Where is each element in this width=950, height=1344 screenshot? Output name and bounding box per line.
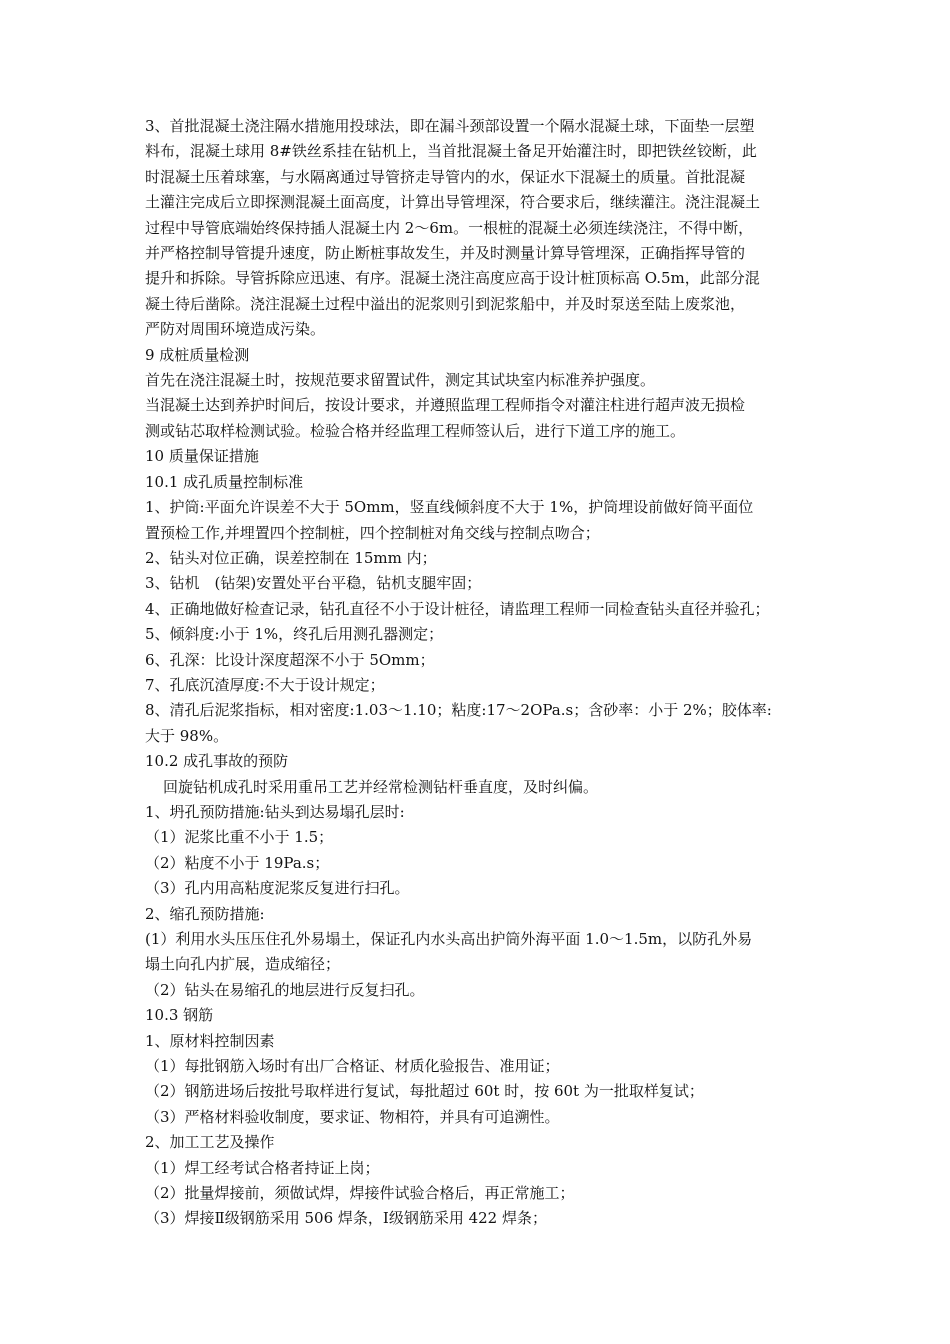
- list-item-line: 4、正确地做好检查记录，钻孔直径不小于设计桩径，请监理工程师一同检查钻头直径并验孔；: [145, 599, 770, 618]
- list-item-line: 7、孔底沉渣厚度:不大于设计规定；: [145, 675, 385, 694]
- paragraph-line: 回旋钻机成孔时采用重吊工艺并经常检测钻杆垂直度，及时纠偏。: [163, 777, 599, 796]
- list-item-line: （1）每批钢筋入场时有出厂合格证、材质化验报告、准用证；: [145, 1057, 560, 1076]
- paragraph-line: 并严格控制导管提升速度，防止断桩事故发生，并及时测量计算导管埋深，正确指挥导管的: [145, 244, 746, 263]
- paragraph-line: 土灌注完成后立即探测混凝土面高度，计算出导管埋深，符合要求后，继续灌注。浇注混凝土: [145, 193, 761, 212]
- paragraph-line: 严防对周围环境造成污染。: [145, 320, 326, 339]
- list-item-line: （2）粘度不小于 19Pa.s；: [145, 853, 330, 872]
- list-item-line: （2）批量焊接前，须做试焊，焊接件试验合格后，再正常施工；: [145, 1184, 575, 1203]
- list-item-line: 1、原材料控制因素: [145, 1031, 275, 1050]
- paragraph-line: 料布，混凝土球用 8#铁丝系挂在钻机上，当首批混凝土备足开始灌注时，即把铁丝铰断，此: [145, 142, 757, 161]
- list-item-line: 5、倾斜度:小于 1%，终孔后用测孔器测定；: [145, 625, 444, 644]
- paragraph-line: 提升和拆除。导管拆除应迅速、有序。混凝土浇注高度应高于设计桩顶标高 O.5m，此部分混: [145, 269, 760, 288]
- paragraph-line: 过程中导管底端始终保持插人混凝土内 2～6m。一根桩的混凝土必须连续浇注，不得中断，: [145, 218, 754, 237]
- paragraph-line: 当混凝土达到养护时间后，按设计要求，并遵照监理工程师指令对灌注柱进行超声波无损检: [145, 396, 746, 415]
- list-item-line: 3、钻机 (钻架)安置处平台平稳，钻机支腿牢固；: [145, 574, 482, 593]
- list-item-line: 1、坍孔预防措施:钻头到达易塌孔层时:: [145, 802, 405, 821]
- document-page: [145, 114, 812, 1232]
- list-item-line: （3）孔内用高粘度泥浆反复进行扫孔。: [145, 879, 410, 898]
- list-item-line: （1）泥浆比重不小于 1.5；: [145, 828, 334, 847]
- list-item-line: 6、孔深：比设计深度超深不小于 5Omm；: [145, 650, 435, 669]
- list-item-line: （2）钻头在易缩孔的地层进行反复扫孔。: [145, 980, 425, 999]
- paragraph-line: 测或钻芯取样检测试验。检验合格并经监理工程师签认后，进行下道工序的施工。: [145, 421, 686, 440]
- list-item-line: 2、加工工艺及操作: [145, 1133, 275, 1152]
- paragraph-line: 首先在浇注混凝土时，按规范要求留置试件，测定其试块室内标准养护强度。: [145, 371, 656, 390]
- section-heading: 10 质量保证措施: [145, 447, 259, 466]
- list-item-line: (1）利用水头压压住孔外易塌土，保证孔内水头高出护筒外海平面 1.0～1.5m，以防孔外易: [145, 930, 753, 948]
- list-item-line: 大于 98%。: [145, 726, 229, 745]
- list-item-line: 1、护筒:平面允许误差不大于 5Omm，竖直线倾斜度不大于 1%，护筒埋设前做好筒平面位: [145, 498, 754, 517]
- paragraph-line: 时混凝土压着球塞，与水隔离通过导管挤走导管内的水，保证水下混凝土的质量。首批混凝: [145, 167, 746, 186]
- list-item-line: 2、缩孔预防措施:: [145, 904, 265, 923]
- list-item-line: （1）焊工经考试合格者持证上岗；: [145, 1158, 380, 1177]
- paragraph-line: 3、首批混凝土浇注隔水措施用投球法，即在漏斗颈部设置一个隔水混凝土球，下面垫一层塑: [145, 117, 755, 135]
- section-heading: 9 成桩质量检测: [145, 345, 250, 364]
- list-item-line: 8、清孔后泥浆指标，相对密度:1.03～1.10；粘度:17～2OPa.s；含砂率：小于 2%；胶体率:: [145, 701, 772, 720]
- list-item-line: 塌土向孔内扩展，造成缩径；: [145, 955, 341, 974]
- list-item-line: （3）焊接Ⅱ级钢筋采用 506 焊条，Ⅰ级钢筋采用 422 焊条；: [145, 1209, 547, 1228]
- subsection-heading: 10.3 钢筋: [145, 1006, 214, 1025]
- list-item-line: 置预检工作,并埋置四个控制桩，四个控制桩对角交线与控制点吻合；: [145, 523, 600, 542]
- paragraph-line: 凝土待后凿除。浇注混凝土过程中溢出的泥浆则引到泥浆船中，并及时泵送至陆上废浆池，: [145, 294, 746, 313]
- subsection-heading: 10.1 成孔质量控制标准: [145, 472, 304, 491]
- list-item-line: 2、钻头对位正确，误差控制在 15mm 内；: [145, 548, 437, 567]
- subsection-heading: 10.2 成孔事故的预防: [145, 752, 289, 771]
- list-item-line: （2）钢筋进场后按批号取样进行复试，每批超过 60t 时，按 60t 为一批取样复试；: [145, 1082, 704, 1101]
- list-item-line: （3）严格材料验收制度，要求证、物相符，并具有可追溯性。: [145, 1107, 560, 1126]
